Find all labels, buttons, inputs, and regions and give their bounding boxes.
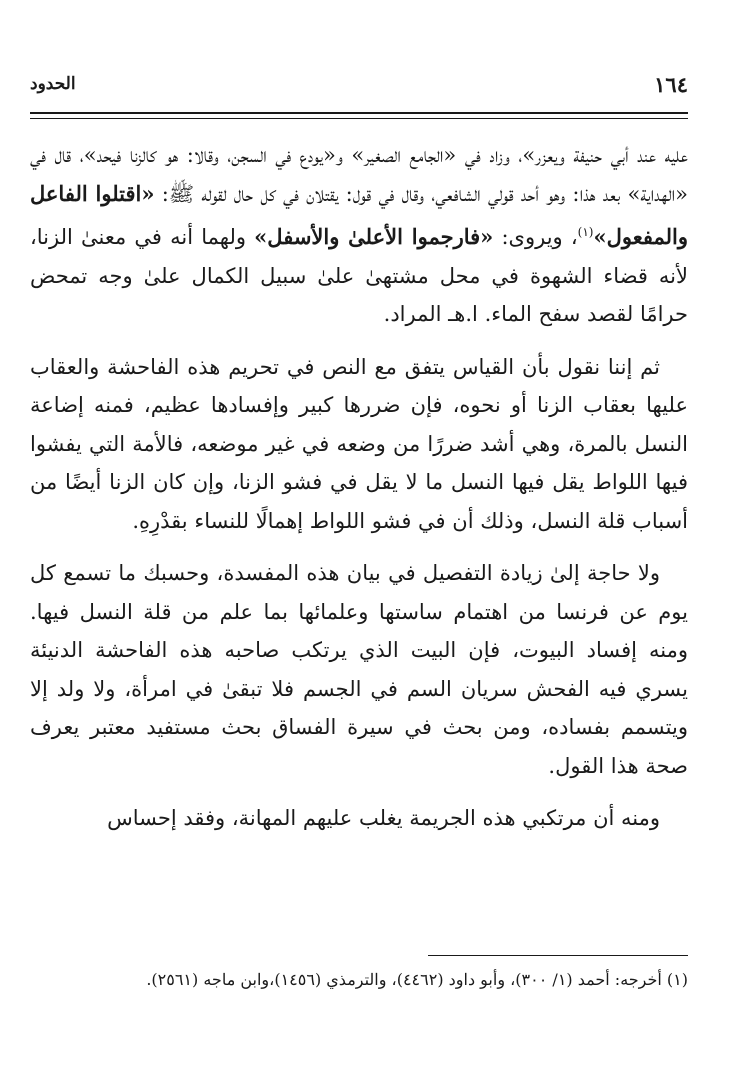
text-segment: ، ويروى: <box>493 225 578 249</box>
paragraph <box>30 348 688 541</box>
paragraph <box>30 554 688 785</box>
footnote-reference: (١) <box>577 225 594 239</box>
text-segment: ولا حاجة إلىٰ زيادة التفصيل في بيان هذه المفسدة، وحسبك ما تسمع كل يوم عن فرنسا من اهتمام ساستها وعلمائها بما علم من قلة النسل فيها. ومنه إفساد البيوت، فإن البيت الذي يرتكب صاحبه هذه الفاحشة الدنيئة يسري فيه الفحش سريان السم في الجسم فلا تبقىٰ في امرأة، ولا ولد إلا ويتسمم بفساده، ومن بحث في سيرة الفساق بحث مستفيد معتبر يعرف صحة هذا القول. <box>30 561 688 778</box>
header-rule-thin <box>30 118 688 119</box>
page-header <box>30 66 688 106</box>
page-number: ١٦٤ <box>654 72 688 97</box>
hadith-quote: «اقتلوا الفاعل والمفعول» <box>30 180 688 249</box>
header-rule-thick <box>30 112 688 114</box>
paragraph <box>30 799 688 838</box>
footnote-separator <box>428 955 688 956</box>
text-segment: عليه عند أبي حنيفة ويعزر»، وزاد في «الجامع الصغير» و«يودع في السجن، وقالا: هو كالزنا فيحد»، قال في «الهداية» بعد هذا: وهو أحد قولي الشافعي، وقال في قول: يقتلان في كل حال لقوله ﷺ: <box>30 143 688 206</box>
footnote: (١) أخرجه: أحمد (١/ ٣٠٠)، وأبو داود (٤٤٦٢)، والترمذي (١٤٥٦)،وابن ماجه (٢٥٦١). <box>146 970 688 989</box>
text-segment: ومنه أن مرتكبي هذه الجريمة يغلب عليهم المهانة، وفقد إحساس <box>107 806 660 830</box>
text-segment: ولهما أنه في معنىٰ الزنا، لأنه قضاء الشهوة في محل مشتهىٰ علىٰ سبيل الكمال علىٰ وجه تمحض حرامًا لقصد سفح الماء. ا.هـ المراد. <box>30 225 688 326</box>
hadith-quote: «فارجموا الأعلىٰ والأسفل» <box>254 224 494 249</box>
body-text <box>30 136 688 852</box>
text-segment: ثم إننا نقول بأن القياس يتفق مع النص في تحريم هذه الفاحشة والعقاب عليها بعقاب الزنا أو نحوه، فإن ضررها كبير وإفسادها عظيم، فمنه إضاعة النسل بالمرة، وهي أشد ضررًا من وضعه في غير موضعه، فالأمة التي يفشوا فيها اللواط يقل فيها النسل ما لا يقل في فشو الزنا، وإن كان الزنا أيضًا من أسباب قلة النسل، وذلك أن في فشو اللواط إهمالًا للنساء بقدْرِهِ. <box>30 354 688 533</box>
running-title: الحدود <box>30 74 76 94</box>
paragraph <box>30 136 688 334</box>
